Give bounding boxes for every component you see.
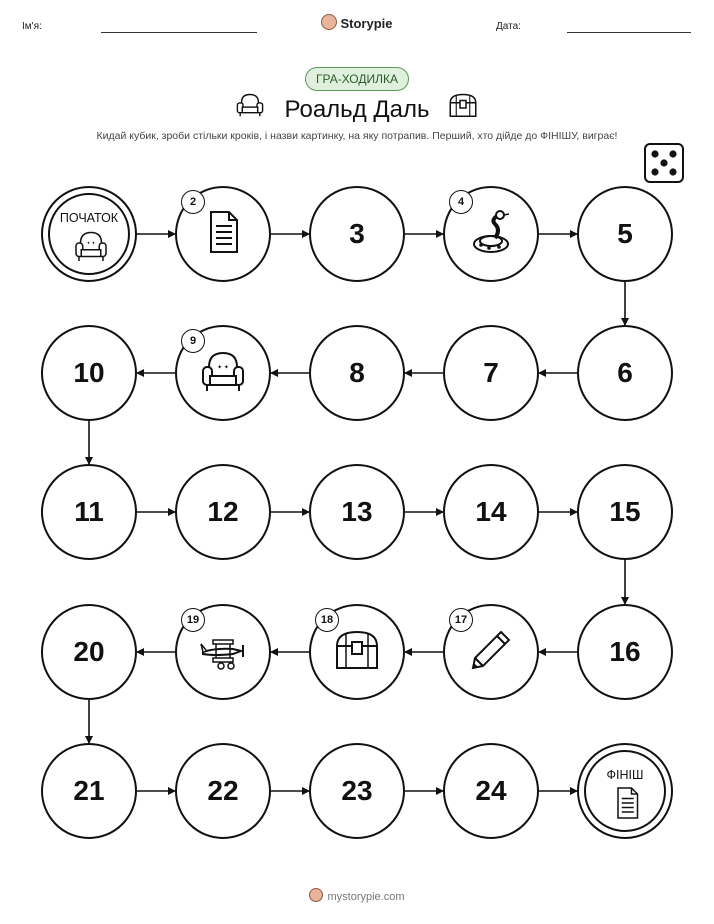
date-label: Дата: [496, 21, 521, 32]
cell-number: 23 [341, 775, 373, 806]
snake-icon [467, 208, 515, 261]
finish-cell [577, 743, 673, 839]
document-icon [199, 208, 247, 261]
board-cell-15 [577, 464, 673, 560]
armchair-icon [71, 228, 111, 264]
cell-number-badge: 19 [181, 608, 205, 632]
board-cell-21 [41, 743, 137, 839]
board-cell-23 [309, 743, 405, 839]
board-cell-11 [41, 464, 137, 560]
cell-number: 10 [73, 357, 105, 388]
cell-number: 14 [475, 496, 507, 527]
cell-number: 3 [349, 218, 365, 249]
storypie-logo-icon [309, 888, 323, 902]
name-line[interactable] [101, 32, 257, 33]
board-cell-24 [443, 743, 539, 839]
cell-number: 12 [207, 496, 239, 527]
start-label: ПОЧАТОК [59, 211, 119, 225]
cell-number: 5 [617, 218, 633, 249]
armchair-icon [199, 347, 247, 400]
board-cell-13 [309, 464, 405, 560]
board-cell-6 [577, 325, 673, 421]
finish-label: ФІНІШ [606, 768, 644, 782]
cell-number: 24 [475, 775, 507, 806]
cell-number: 20 [73, 636, 105, 667]
footer-url[interactable]: mystorypie.com [327, 891, 405, 903]
cell-number-badge: 2 [181, 190, 205, 214]
cell-number: 21 [73, 775, 105, 806]
cell-number-badge: 9 [181, 329, 205, 353]
cell-number-badge: 4 [449, 190, 473, 214]
cell-number: 8 [349, 357, 365, 388]
svg-text:✦ ✦: ✦ ✦ [86, 240, 96, 246]
board-cell-14 [443, 464, 539, 560]
cell-number-badge: 18 [315, 608, 339, 632]
storypie-logo-icon [321, 14, 337, 30]
board-cell-3 [309, 186, 405, 282]
treasure-chest-icon [448, 92, 478, 118]
page-title: Роальд Даль [284, 96, 430, 123]
cell-number-badge: 17 [449, 608, 473, 632]
dice-icon [644, 143, 684, 183]
start-cell [41, 186, 137, 282]
cell-number: 16 [609, 636, 641, 667]
treasure-chest-icon [333, 626, 381, 679]
date-line[interactable] [567, 32, 691, 33]
cell-number: 7 [483, 357, 499, 388]
board-cell-20 [41, 604, 137, 700]
brand-logo [0, 14, 714, 31]
cell-number: 13 [341, 496, 373, 527]
brand-name: Storypie [340, 16, 393, 31]
cell-number: 15 [609, 496, 641, 527]
cell-number: 6 [617, 357, 633, 388]
name-label: Ім'я: [22, 21, 42, 32]
biplane-icon [199, 626, 247, 679]
instructions: Кидай кубик, зроби стільки кроків, і назви картинку, на яку потрапив. Перший, хто дійде до ФІНІШУ, виграє! [96, 130, 618, 142]
board-cell-7 [443, 325, 539, 421]
footer [0, 888, 714, 903]
board-cell-16 [577, 604, 673, 700]
board-cell-12 [175, 464, 271, 560]
board-cell-8 [309, 325, 405, 421]
game-type-badge: ГРА-ХОДИЛКА [305, 67, 409, 91]
pencil-icon [467, 626, 515, 679]
cell-number: 22 [207, 775, 239, 806]
cell-number: 11 [74, 496, 104, 527]
document-icon [607, 785, 647, 821]
board-cell-10 [41, 325, 137, 421]
svg-text:✦ ✦: ✦ ✦ [217, 364, 229, 371]
board-cell-22 [175, 743, 271, 839]
board-cell-5 [577, 186, 673, 282]
